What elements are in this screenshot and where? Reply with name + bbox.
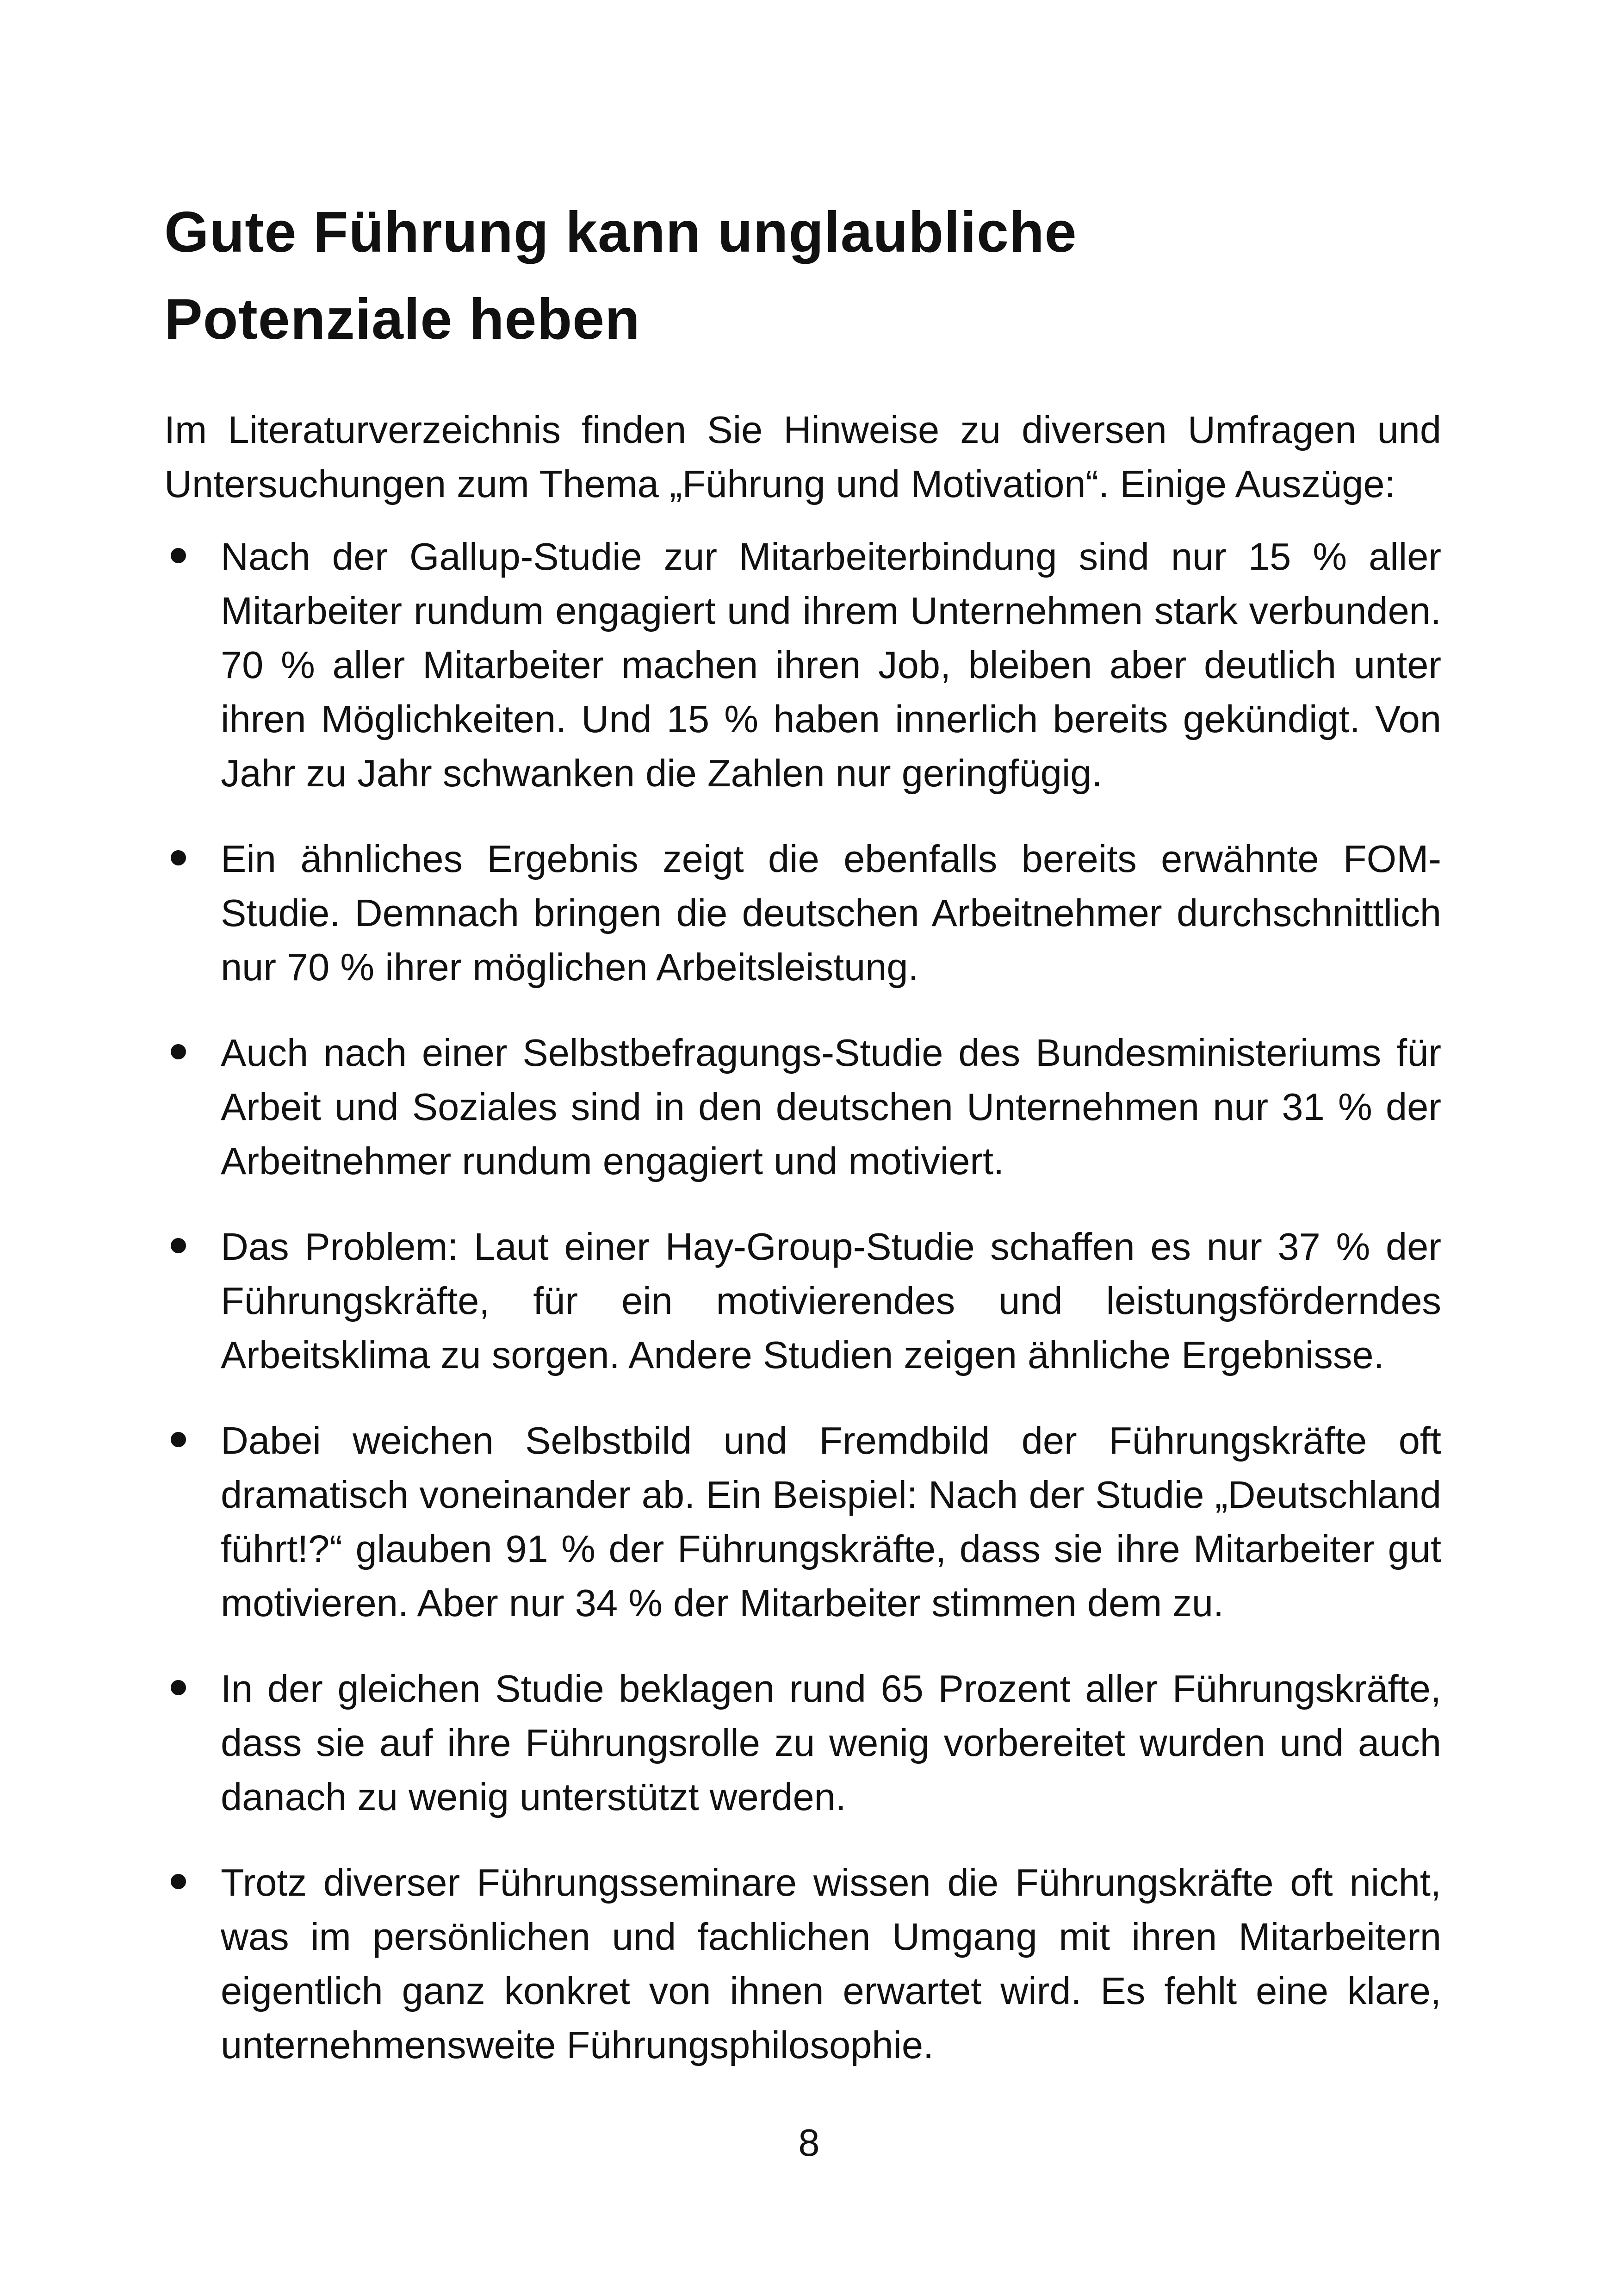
bullet-text: In der gleichen Studie beklagen rund 65 Prozent aller Führungskräfte, dass sie auf ihre Führungsrolle zu wenig vorbereitet wurden und auch danach zu wenig unterstützt werden. — [221, 1667, 1441, 1818]
bullet-icon — [171, 1874, 186, 1889]
bullet-icon — [171, 1432, 186, 1447]
page-title-line-1: Gute Führung kann unglaubliche — [164, 200, 1077, 264]
bullet-text: Trotz diverser Führungsseminare wissen die Führungskräfte oft nicht, was im persönlichen und fachlichen Umgang mit ihren Mitarbeitern eigentlich ganz konkret von ihnen erwartet wird. Es fehlt eine klare, unternehmensweite Führungsphilosophie. — [221, 1861, 1441, 2066]
page-title — [164, 189, 1506, 363]
bullet-item-deutschland-fuehrt — [164, 1413, 1441, 1630]
bullet-icon — [171, 1238, 186, 1253]
bullet-icon — [171, 1680, 186, 1695]
bullet-text: Dabei weichen Selbstbild und Fremdbild der Führungskräfte oft dramatisch voneinander ab. Ein Beispiel: Nach der Studie „Deutschland führt!?“ glauben 91 % der Führungskräfte, dass sie ihre Mitarbeiter gut motivieren. Aber nur 34 % der Mitarbeiter stimmen dem zu. — [221, 1419, 1441, 1624]
page-title-line-2: Potenziale heben — [164, 287, 640, 351]
bullet-item-gallup — [164, 529, 1441, 800]
bullet-text: Nach der Gallup-Studie zur Mitarbeiterbindung sind nur 15 % aller Mitarbeiter rundum engagiert und ihrem Unternehmen stark verbunden. 70 % aller Mitarbeiter machen ihren Job, bleiben aber deutlich unter ihren Möglichkeiten. Und 15 % haben innerlich bereits gekündigt. Von Jahr zu Jahr schwanken die Zahlen nur geringfügig. — [221, 535, 1441, 795]
intro-paragraph: Im Literaturverzeichnis finden Sie Hinweise zu diversen Umfragen und Untersuchungen zum Thema „Führung und Motivation“. Einige Auszüge: — [164, 408, 1441, 505]
page-number: 8 — [798, 2121, 820, 2164]
bullet-item-bmas — [164, 1026, 1441, 1188]
bullet-list — [164, 529, 1441, 2103]
bullet-item-hay-group — [164, 1220, 1441, 1382]
bullet-text: Das Problem: Laut einer Hay-Group-Studie schaffen es nur 37 % der Führungskräfte, für ein motivierendes und leistungsförderndes Arbeitsklima zu sorgen. Andere Studien zeigen ähnliche Ergebnisse. — [221, 1225, 1441, 1376]
bullet-item-fom — [164, 832, 1441, 994]
bullet-item-vorbereitung — [164, 1661, 1441, 1824]
bullet-icon — [171, 850, 186, 865]
bullet-item-fuehrungsphilosophie — [164, 1855, 1441, 2072]
bullet-text: Ein ähnliches Ergebnis zeigt die ebenfalls bereits erwähnte FOM-Studie. Demnach bringen die deutschen Arbeitnehmer durchschnittlich nur 70 % ihrer möglichen Arbeitsleistung. — [221, 837, 1441, 989]
bullet-text: Auch nach einer Selbstbefragungs-Studie des Bundesministeriums für Arbeit und Soziales sind in den deutschen Unternehmen nur 31 % der Arbeitnehmer rundum engagiert und motiviert. — [221, 1031, 1441, 1182]
bullet-icon — [171, 1044, 186, 1059]
bullet-icon — [171, 548, 186, 563]
